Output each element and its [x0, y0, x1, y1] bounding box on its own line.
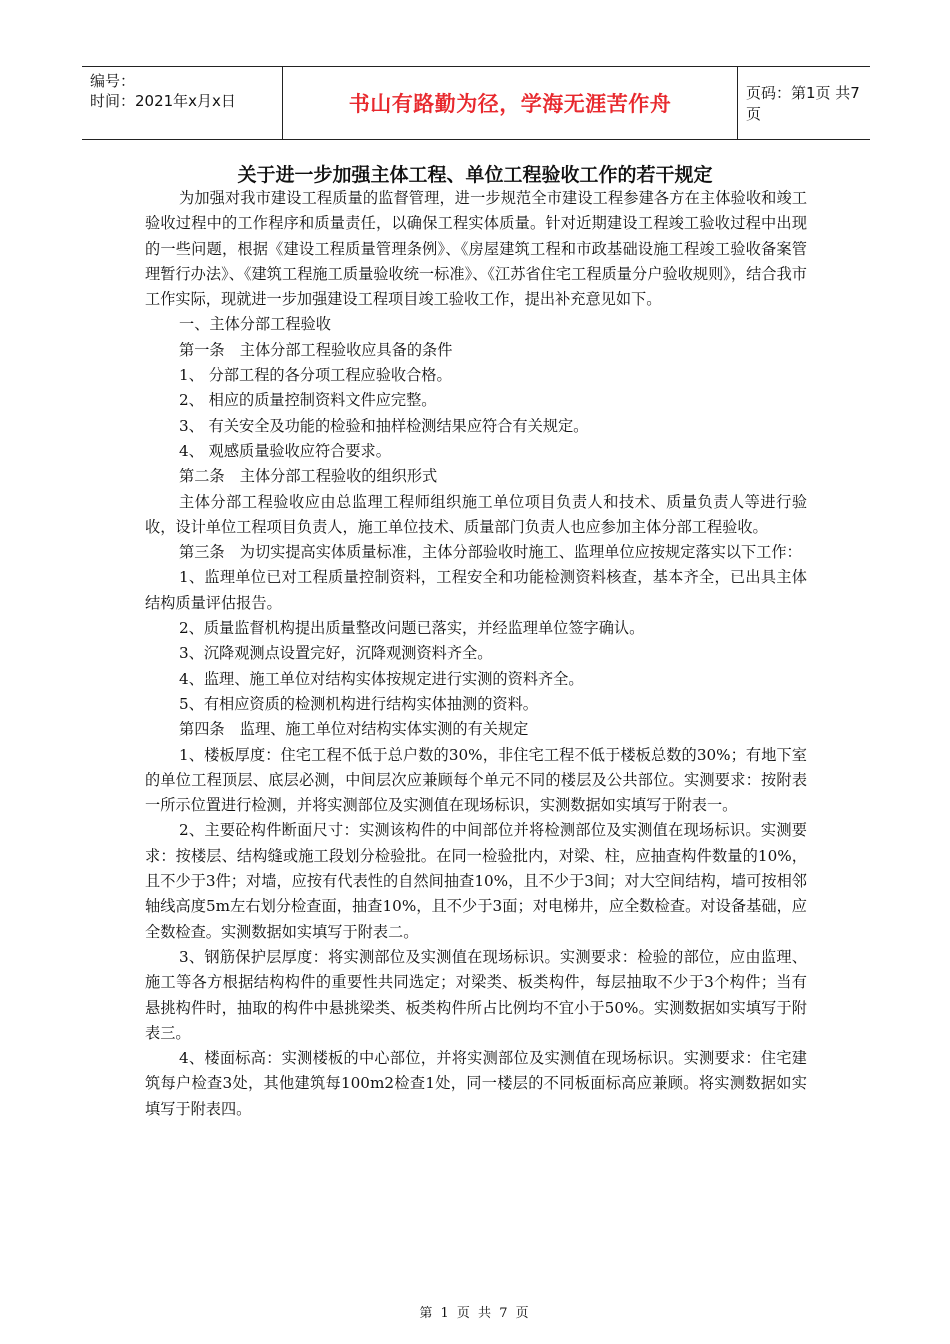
list-item: 3、 有关安全及功能的检验和抽样检测结果应符合有关规定。: [179, 416, 589, 435]
list-item: 1、监理单位已对工程质量控制资料，工程安全和功能检测资料核查，基本齐全，已出具主体结构质量评估报告。: [145, 568, 807, 612]
header-page-info: 页码：第1页 共7页: [746, 84, 860, 123]
article-heading: 第三条 为切实提高实体质量标准，主体分部验收时施工、监理单位应按规定落实以下工作：: [179, 543, 802, 562]
header-motto-cell: [282, 67, 738, 139]
document-number-label: 编号：: [90, 72, 136, 90]
document-body: [145, 186, 807, 1122]
body-paragraph: 主体分部工程验收应由总监理工程师组织施工单位项目负责人和技术、质量负责人等进行验收，设计单位工程项目负责人，施工单位技术、质量部门负责人也应参加主体分部工程验收。: [145, 492, 807, 536]
list-item: 3、沉降观测点设置完好，沉降观测资料齐全。: [179, 644, 493, 663]
list-item: 5、有相应资质的检测机构进行结构实体抽测的资料。: [179, 694, 538, 713]
list-item: 1、楼板厚度：住宅工程不低于总户数的30%，非住宅工程不低于楼板总数的30%；有地下室的单位工程顶层、底层必测，中间层次应兼顾每个单元不同的楼层及公共部位。实测要求：按附表一所示位置进行检测，并将实测部位及实测值在现场标识，实测数据如实填写于附表一。: [145, 745, 807, 815]
list-item: 2、主要砼构件断面尺寸：实测该构件的中间部位并将检测部位及实测值在现场标识。实测要求：按楼层、结构缝或施工段划分检验批。在同一检验批内，对梁、柱，应抽查构件数量的10%，且不少于3件；对墙，应按有代表性的自然间抽查10%，且不少于3间；对大空间结构，墙可按相邻轴线高度5m左右划分检查面，抽查10%，且不少于3面；对电梯井，应全数检查。对设备基础，应全数检查。实测数据如实填写于附表二。: [145, 821, 807, 941]
page-footer: 第 1 页 共 7 页: [419, 1306, 531, 1321]
list-item: 2、 相应的质量控制资料文件应完整。: [179, 391, 437, 410]
header-meta: [90, 71, 282, 111]
list-item: 2、质量监督机构提出质量整改问题已落实，并经监理单位签字确认。: [179, 619, 645, 638]
document-title: 关于进一步加强主体工程、单位工程验收工作的若干规定: [237, 164, 713, 186]
document-date: 时间：2021年x月x日: [90, 92, 236, 110]
article-heading: 第一条 主体分部工程验收应具备的条件: [179, 340, 453, 359]
article-heading: 第二条 主体分部工程验收的组织形式: [179, 467, 438, 486]
list-item: 4、 观感质量验收应符合要求。: [179, 441, 391, 460]
article-heading: 第四条 监理、施工单位对结构实体实测的有关规定: [179, 720, 529, 739]
intro-paragraph: 为加强对我市建设工程质量的监督管理，进一步规范全市建设工程参建各方在主体验收和竣工验收过程中的工作程序和质量责任，以确保工程实体质量。针对近期建设工程竣工验收过程中出现的一些问题，根据《建设工程质量管理条例》、《房屋建筑工程和市政基础设施工程竣工验收备案管理暂行办法》、《建筑工程施工质量验收统一标准》、《江苏省住宅工程质量分户验收规则》，结合我市工作实际，现就进一步加强建设工程项目竣工验收工作，提出补充意见如下。: [145, 189, 807, 309]
list-item: 3、钢筋保护层厚度：将实测部位及实测值在现场标识。实测要求：检验的部位，应由监理、施工等各方根据结构构件的重要性共同选定；对梁类、板类构件，每层抽取不少于3个构件；当有悬挑构件时，抽取的构件中悬挑梁类、板类构件所占比例均不宜小于50%。实测数据如实填写于附表三。: [145, 947, 807, 1042]
page-header: [82, 66, 870, 140]
list-item: 1、 分部工程的各分项工程应验收合格。: [179, 366, 452, 385]
list-item: 4、楼面标高：实测楼板的中心部位，并将实测部位及实测值在现场标识。实测要求：住宅建筑每户检查3处，其他建筑每100m2检查1处，同一楼层的不同板面标高应兼顾。将实测数据如实填写于附表四。: [145, 1049, 807, 1118]
section-heading: 一、主体分部工程验收: [179, 315, 331, 334]
motto-text: 书山有路勤为径，学海无涯苦作舟: [348, 92, 672, 116]
list-item: 4、监理、施工单位对结构实体按规定进行实测的资料齐全。: [179, 669, 584, 688]
